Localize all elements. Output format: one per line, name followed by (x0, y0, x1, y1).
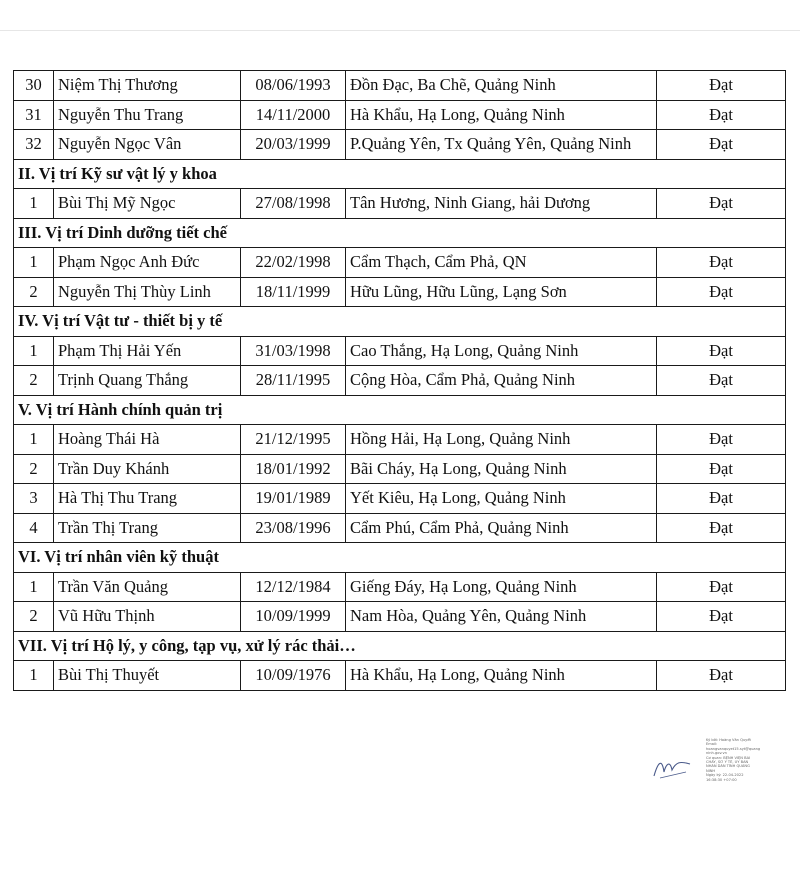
signature-info (706, 738, 786, 782)
table-row (14, 572, 786, 602)
table-row (14, 71, 786, 101)
full-name: Bùi Thị Thuyết (54, 661, 241, 691)
address: Tân Hương, Ninh Giang, hải Dương (346, 189, 657, 219)
birth-date: 14/11/2000 (241, 100, 346, 130)
signature-line: CHÁY, SỞ Y TẾ, ỦY BAN (706, 760, 749, 765)
table-row (14, 336, 786, 366)
signature-line: hoangvanquyet15.syt@quang (706, 746, 761, 751)
section-header-row (14, 395, 786, 425)
row-number: 31 (14, 100, 54, 130)
table-row (14, 248, 786, 278)
signature-scribble-icon (650, 752, 694, 782)
results-table (13, 70, 786, 691)
full-name: Nguyễn Thị Thùy Linh (54, 277, 241, 307)
result: Đạt (657, 71, 786, 101)
birth-date: 08/06/1993 (241, 71, 346, 101)
page-top-margin (0, 0, 800, 31)
result: Đạt (657, 100, 786, 130)
row-number: 1 (14, 425, 54, 455)
table-row (14, 602, 786, 632)
full-name: Phạm Thị Hải Yến (54, 336, 241, 366)
table-row (14, 661, 786, 691)
section-header-row (14, 631, 786, 661)
row-number: 1 (14, 248, 54, 278)
row-number: 1 (14, 189, 54, 219)
address: Cẩm Phú, Cẩm Phả, Quảng Ninh (346, 513, 657, 543)
full-name: Niệm Thị Thương (54, 71, 241, 101)
section-header-row (14, 218, 786, 248)
row-number: 1 (14, 572, 54, 602)
section-title: IV. Vị trí Vật tư - thiết bị y tế (14, 307, 786, 337)
table-row (14, 454, 786, 484)
address: Yết Kiêu, Hạ Long, Quảng Ninh (346, 484, 657, 514)
result: Đạt (657, 336, 786, 366)
birth-date: 20/03/1999 (241, 130, 346, 160)
birth-date: 21/12/1995 (241, 425, 346, 455)
digital-signature (640, 738, 770, 798)
section-title: VII. Vị trí Hộ lý, y công, tạp vụ, xử lý rác thải… (14, 631, 786, 661)
table-row (14, 189, 786, 219)
result: Đạt (657, 130, 786, 160)
address: Hà Khẩu, Hạ Long, Quảng Ninh (346, 661, 657, 691)
birth-date: 18/01/1992 (241, 454, 346, 484)
section-title: III. Vị trí Dinh dưỡng tiết chế (14, 218, 786, 248)
address: Bãi Cháy, Hạ Long, Quảng Ninh (346, 454, 657, 484)
birth-date: 27/08/1998 (241, 189, 346, 219)
signature-line: NHÂN DÂN TỈNH QUẢNG (706, 764, 750, 769)
signature-line: NINH (706, 768, 716, 773)
birth-date: 18/11/1999 (241, 277, 346, 307)
row-number: 1 (14, 661, 54, 691)
result: Đạt (657, 189, 786, 219)
full-name: Vũ Hữu Thịnh (54, 602, 241, 632)
full-name: Hà Thị Thu Trang (54, 484, 241, 514)
full-name: Nguyễn Thu Trang (54, 100, 241, 130)
birth-date: 10/09/1999 (241, 602, 346, 632)
address: Cộng Hòa, Cẩm Phả, Quảng Ninh (346, 366, 657, 396)
full-name: Trần Văn Quảng (54, 572, 241, 602)
birth-date: 28/11/1995 (241, 366, 346, 396)
signature-line: Ký bởi: Hoàng Văn Quyết (706, 738, 751, 742)
row-number: 30 (14, 71, 54, 101)
full-name: Trần Thị Trang (54, 513, 241, 543)
row-number: 2 (14, 277, 54, 307)
result: Đạt (657, 454, 786, 484)
result: Đạt (657, 425, 786, 455)
table-row (14, 513, 786, 543)
row-number: 1 (14, 336, 54, 366)
birth-date: 23/08/1996 (241, 513, 346, 543)
section-header-row (14, 543, 786, 573)
result: Đạt (657, 661, 786, 691)
full-name: Hoàng Thái Hà (54, 425, 241, 455)
birth-date: 31/03/1998 (241, 336, 346, 366)
row-number: 2 (14, 454, 54, 484)
address: Hồng Hải, Hạ Long, Quảng Ninh (346, 425, 657, 455)
birth-date: 10/09/1976 (241, 661, 346, 691)
row-number: 4 (14, 513, 54, 543)
result: Đạt (657, 513, 786, 543)
result: Đạt (657, 572, 786, 602)
result: Đạt (657, 366, 786, 396)
full-name: Trịnh Quang Thắng (54, 366, 241, 396)
full-name: Bùi Thị Mỹ Ngọc (54, 189, 241, 219)
table-row (14, 130, 786, 160)
table-row (14, 100, 786, 130)
address: Cẩm Thạch, Cẩm Phả, QN (346, 248, 657, 278)
address: Hữu Lũng, Hữu Lũng, Lạng Sơn (346, 277, 657, 307)
address: Cao Thắng, Hạ Long, Quảng Ninh (346, 336, 657, 366)
full-name: Phạm Ngọc Anh Đức (54, 248, 241, 278)
signature-line: ninh.gov.vn (706, 751, 727, 756)
full-name: Nguyễn Ngọc Vân (54, 130, 241, 160)
table-row (14, 484, 786, 514)
table-row (14, 366, 786, 396)
section-header-row (14, 159, 786, 189)
row-number: 2 (14, 602, 54, 632)
row-number: 32 (14, 130, 54, 160)
birth-date: 22/02/1998 (241, 248, 346, 278)
result: Đạt (657, 277, 786, 307)
address: Đồn Đạc, Ba Chẽ, Quảng Ninh (346, 71, 657, 101)
section-title: II. Vị trí Kỹ sư vật lý y khoa (14, 159, 786, 189)
row-number: 3 (14, 484, 54, 514)
row-number: 2 (14, 366, 54, 396)
signature-line: Cơ quan: BỆNH VIỆN BÃI (706, 755, 751, 760)
result: Đạt (657, 484, 786, 514)
full-name: Trần Duy Khánh (54, 454, 241, 484)
table-row (14, 277, 786, 307)
section-title: V. Vị trí Hành chính quản trị (14, 395, 786, 425)
address: Giếng Đáy, Hạ Long, Quảng Ninh (346, 572, 657, 602)
address: P.Quảng Yên, Tx Quảng Yên, Quảng Ninh (346, 130, 657, 160)
address: Nam Hòa, Quảng Yên, Quảng Ninh (346, 602, 657, 632)
birth-date: 19/01/1989 (241, 484, 346, 514)
signature-line: Ngày ký: 22-04-2022 (706, 773, 744, 778)
table-row (14, 425, 786, 455)
result: Đạt (657, 602, 786, 632)
section-header-row (14, 307, 786, 337)
signature-line: 16:38:30 +07:00 (706, 777, 737, 782)
signature-line: Email: (706, 742, 718, 747)
address: Hà Khẩu, Hạ Long, Quảng Ninh (346, 100, 657, 130)
birth-date: 12/12/1984 (241, 572, 346, 602)
section-title: VI. Vị trí nhân viên kỹ thuật (14, 543, 786, 573)
result: Đạt (657, 248, 786, 278)
